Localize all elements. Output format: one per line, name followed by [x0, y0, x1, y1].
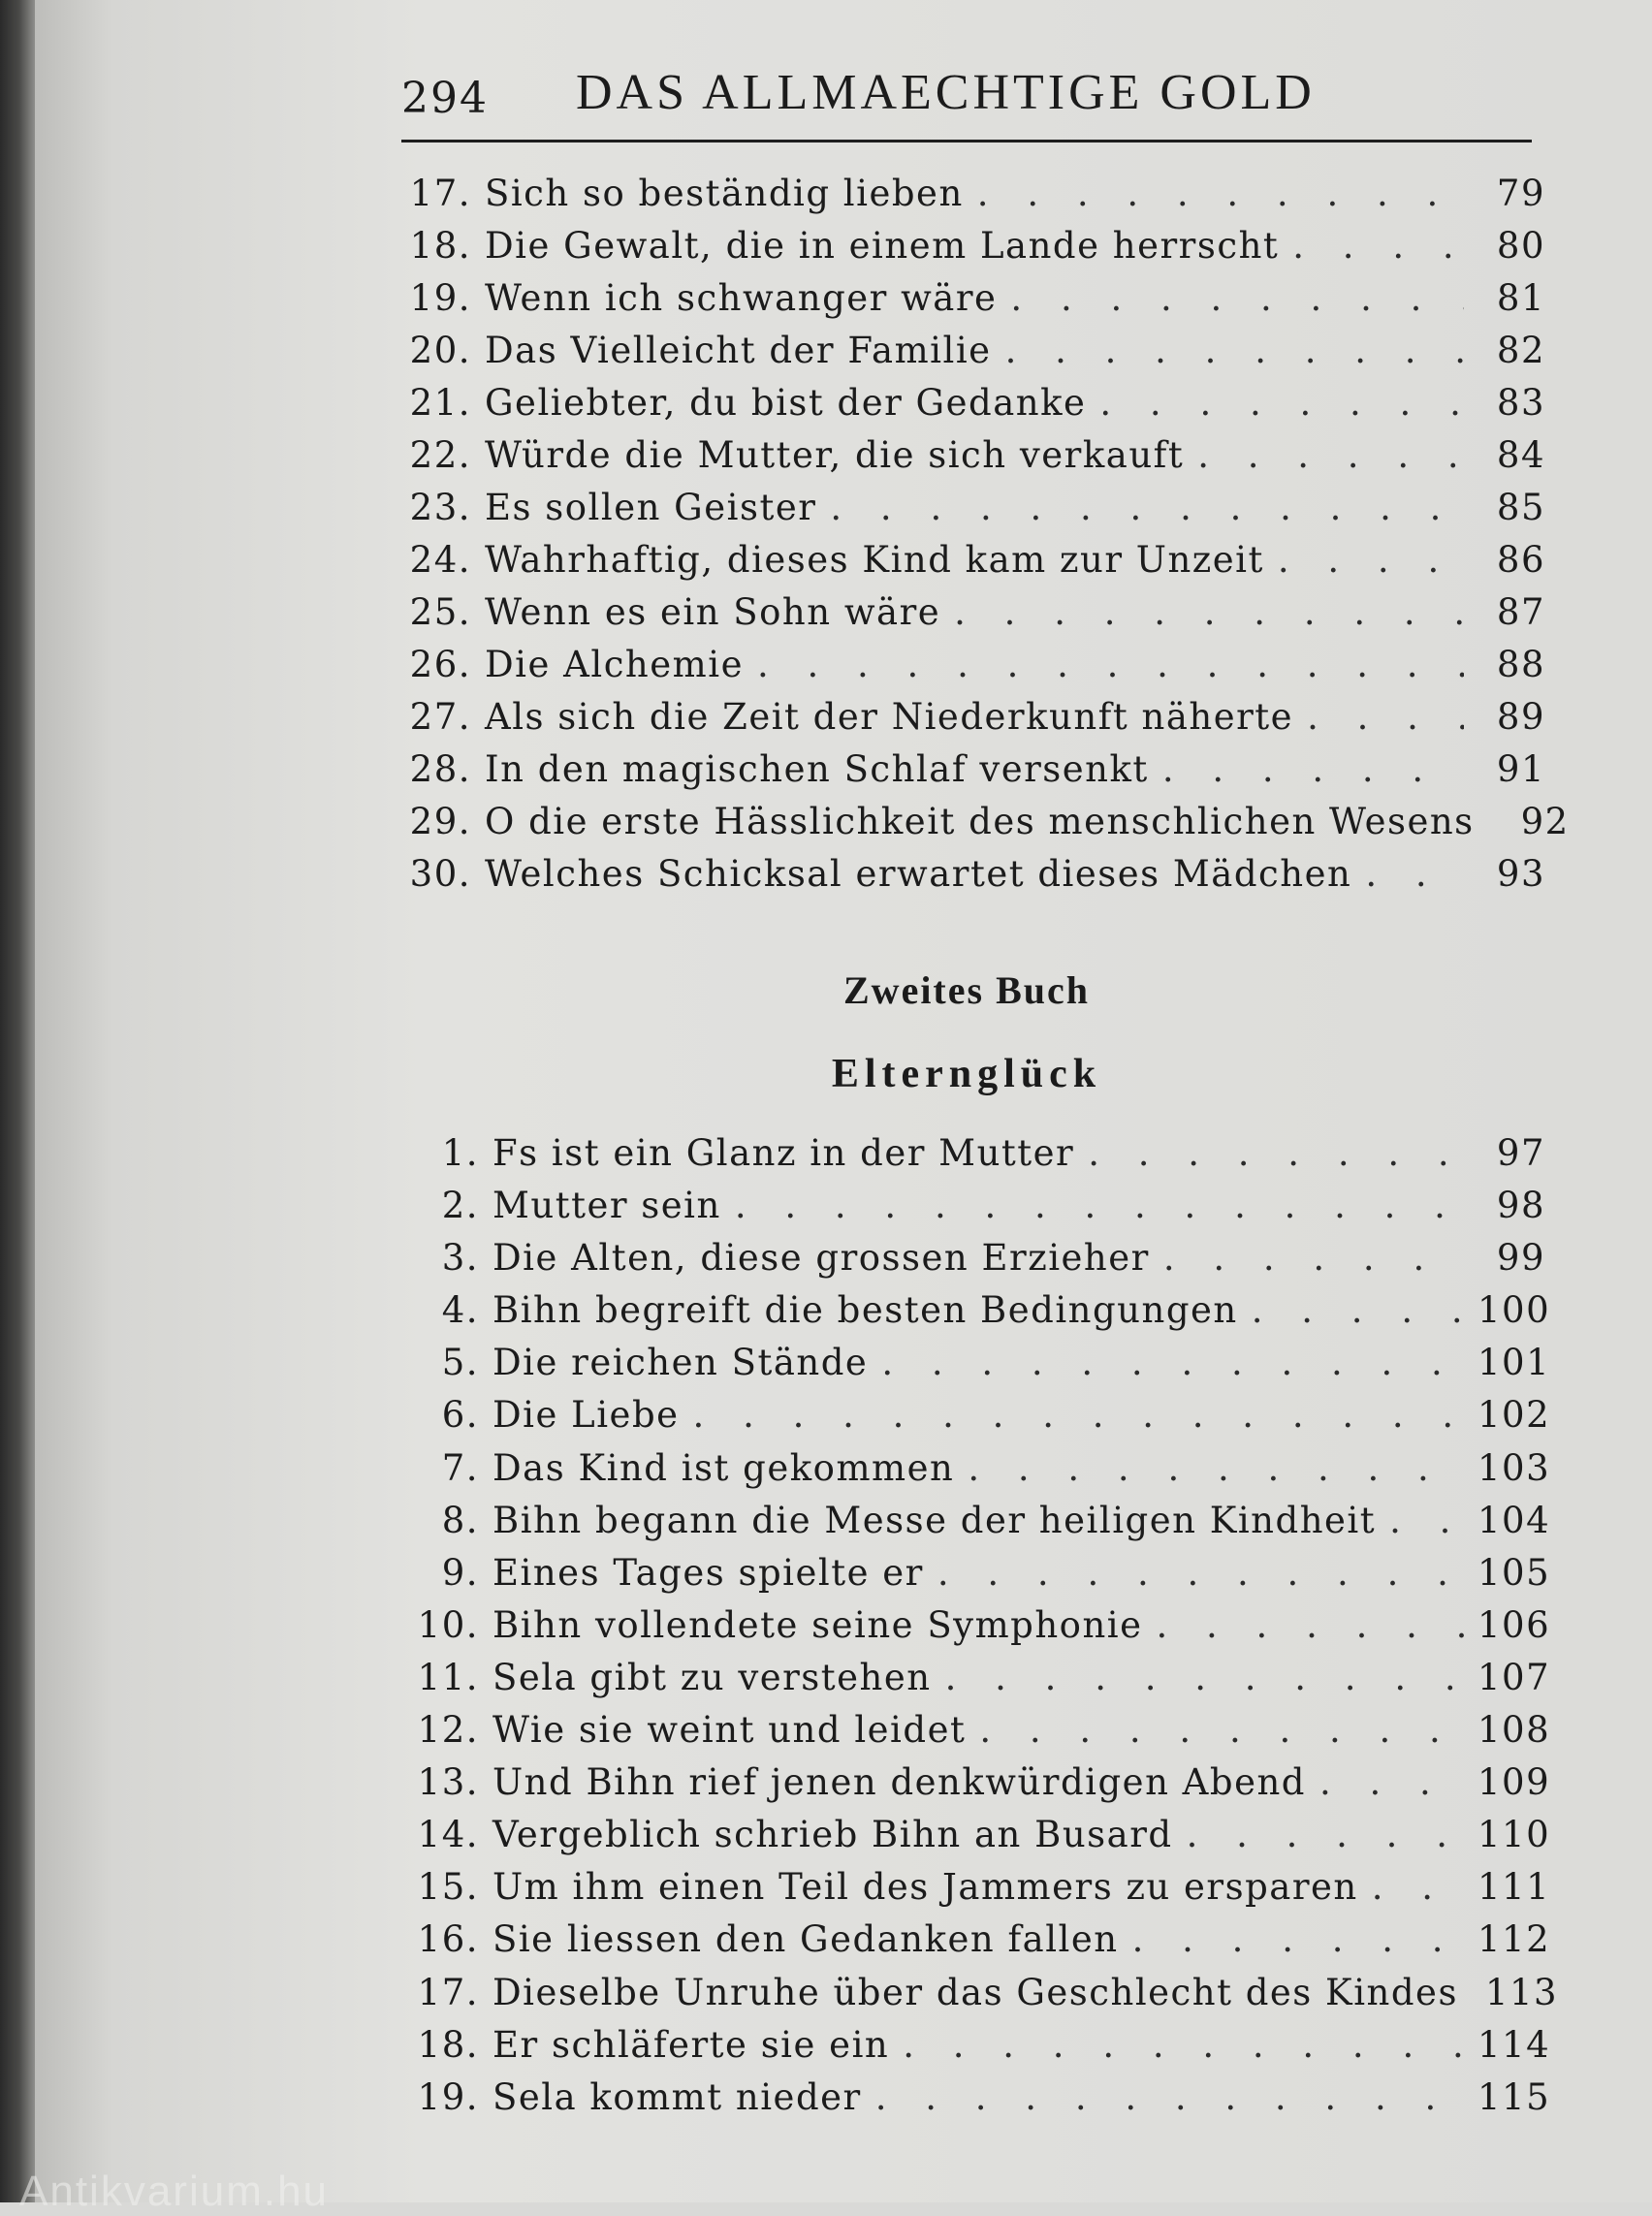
dot-leader — [945, 1657, 1464, 1698]
toc-entry-page: 105 — [1477, 1551, 1551, 1594]
toc-entry — [401, 644, 1545, 696]
dot-leader — [1162, 748, 1464, 790]
dot-leader — [1099, 382, 1464, 424]
dot-leader — [954, 591, 1464, 633]
toc-entry-page: 102 — [1477, 1394, 1551, 1437]
toc-entry — [401, 1814, 1551, 1866]
toc-list-part2 — [401, 1132, 1559, 2129]
toc-entry-page: 83 — [1496, 382, 1545, 424]
dot-leader — [903, 2024, 1464, 2066]
dot-leader — [1252, 1289, 1464, 1331]
toc-entry — [401, 1394, 1551, 1446]
dot-leader — [1187, 1814, 1464, 1855]
toc-entry-page: 106 — [1477, 1603, 1551, 1646]
toc-entry-number: 27. — [409, 696, 471, 738]
toc-entry — [401, 591, 1545, 644]
toc-entry-title: Und Bihn rief jenen denkwürdigen Abend — [492, 1761, 1306, 1804]
toc-entry-page: 99 — [1496, 1237, 1545, 1280]
dot-leader — [1307, 696, 1464, 738]
toc-entry-number: 12. — [417, 1709, 479, 1752]
toc-entry-number: 14. — [417, 1814, 479, 1856]
dot-leader — [1132, 1918, 1464, 1960]
toc-entry-number: 22. — [409, 434, 471, 476]
toc-entry-number: 7. — [441, 1446, 479, 1489]
toc-entry-title: Eines Tages spielte er — [492, 1551, 924, 1594]
toc-entry-page: 98 — [1496, 1185, 1545, 1227]
dot-leader — [1278, 539, 1464, 581]
dot-leader — [875, 2076, 1464, 2118]
toc-entry — [401, 1866, 1551, 1918]
toc-entry-title: Die Alten, diese grossen Erzieher — [492, 1237, 1150, 1280]
toc-entry-page: 100 — [1477, 1289, 1551, 1332]
toc-entry-number: 25. — [409, 591, 471, 633]
dot-leader — [1005, 330, 1464, 371]
toc-entry — [401, 173, 1545, 225]
toc-entry-page: 111 — [1477, 1866, 1551, 1909]
dot-leader — [757, 644, 1464, 685]
dot-leader — [1197, 434, 1464, 476]
toc-entry-page: 97 — [1496, 1132, 1545, 1174]
toc-entry — [401, 1446, 1551, 1500]
toc-entry-number: 17. — [409, 173, 471, 214]
toc-entry-title: Bihn begann die Messe der heiligen Kindheit — [492, 1499, 1377, 1541]
book-title: Elternglück — [831, 1052, 1102, 1096]
toc-entry — [401, 696, 1545, 748]
toc-entry — [401, 1237, 1545, 1289]
toc-entry-title: Sela gibt zu verstehen — [492, 1656, 932, 1698]
dot-leader — [1389, 1500, 1464, 1541]
toc-entry-page: 85 — [1496, 487, 1545, 528]
toc-entry-title: Geliebter, du bist der Gedanke — [485, 382, 1087, 424]
toc-entry-page: 93 — [1496, 853, 1545, 895]
toc-entry-number: 9. — [441, 1551, 479, 1594]
toc-entry-page: 113 — [1484, 1971, 1559, 2013]
dot-leader — [977, 173, 1464, 214]
toc-entry-number: 29. — [409, 801, 471, 842]
toc-entry — [401, 1603, 1551, 1657]
toc-entry-page: 79 — [1496, 173, 1545, 214]
toc-entry-number: 21. — [409, 382, 471, 424]
toc-entry-page: 92 — [1520, 801, 1570, 842]
toc-entry-title: Wahrhaftig, dieses Kind kam zur Unzeit — [485, 539, 1264, 581]
watermark: Antikvarium.hu — [19, 2168, 330, 2215]
toc-entry-title: Fs ist ein Glanz in der Mutter — [492, 1132, 1075, 1174]
toc-entry-title: In den magischen Schlaf versenkt — [485, 748, 1149, 790]
toc-entry — [401, 2023, 1551, 2076]
toc-entry — [401, 1761, 1551, 1814]
toc-entry-title: Das Kind ist gekommen — [492, 1446, 955, 1489]
toc-entry — [401, 1289, 1551, 1342]
toc-entry-number: 5. — [441, 1342, 479, 1384]
dot-leader — [968, 1447, 1464, 1489]
toc-entry — [401, 853, 1545, 905]
toc-entry-title: Sie liessen den Gedanken fallen — [492, 1918, 1119, 1961]
toc-entry-title: Dieselbe Unruhe über das Geschlecht des Kindes — [492, 1971, 1458, 2013]
toc-entry-title: Um ihm einen Teil des Jammers zu ersparen — [492, 1866, 1358, 1909]
dot-leader — [1163, 1237, 1464, 1279]
toc-entry-number: 19. — [417, 2075, 479, 2118]
dot-leader — [1157, 1604, 1464, 1646]
toc-entry-number: 19. — [409, 277, 471, 319]
toc-entry — [401, 382, 1545, 434]
toc-entry-page: 107 — [1477, 1656, 1551, 1698]
toc-entry-page: 82 — [1496, 330, 1545, 371]
toc-entry — [401, 748, 1545, 801]
toc-entry-number: 20. — [409, 330, 471, 371]
toc-entry — [401, 434, 1545, 487]
toc-entry-title: Die Alchemie — [485, 644, 744, 685]
toc-entry-page: 101 — [1477, 1342, 1551, 1384]
toc-entry-title: Wenn ich schwanger wäre — [485, 277, 998, 319]
toc-entry — [401, 1551, 1551, 1604]
toc-entry-title: O die erste Hässlichkeit des menschlichen Wesens — [485, 801, 1475, 842]
toc-entry-page: 91 — [1496, 748, 1545, 790]
book-label: Zweites Buch — [843, 968, 1090, 1012]
toc-entry — [401, 1971, 1559, 2024]
toc-entry-title: Er schläferte sie ein — [492, 2023, 890, 2066]
toc-list-part1 — [401, 173, 1570, 905]
toc-entry-number: 10. — [417, 1603, 479, 1646]
toc-entry-page: 112 — [1477, 1918, 1551, 1961]
toc-entry — [401, 2075, 1551, 2129]
toc-entry-title: Sich so beständig lieben — [485, 173, 964, 214]
book-spine-shadow — [0, 0, 35, 2202]
toc-entry-number: 15. — [417, 1866, 479, 1909]
toc-entry-number: 11. — [417, 1656, 479, 1698]
toc-entry-number: 18. — [409, 225, 471, 267]
toc-entry-page: 88 — [1496, 644, 1545, 685]
dot-leader — [881, 1342, 1464, 1383]
toc-entry-page: 89 — [1496, 696, 1545, 738]
toc-entry — [401, 1656, 1551, 1709]
toc-entry-page: 80 — [1496, 225, 1545, 267]
toc-entry-number: 18. — [417, 2023, 479, 2066]
page-header — [401, 64, 1532, 134]
toc-entry — [401, 1132, 1545, 1185]
toc-entry-page: 110 — [1477, 1814, 1551, 1856]
toc-entry-title: Mutter sein — [492, 1185, 721, 1227]
toc-entry-number: 30. — [409, 853, 471, 895]
toc-entry — [401, 277, 1545, 330]
dot-leader — [1372, 1866, 1464, 1908]
dot-leader — [830, 487, 1464, 528]
toc-entry — [401, 1709, 1551, 1761]
toc-entry — [401, 539, 1545, 591]
toc-entry-number: 24. — [409, 539, 471, 581]
dot-leader — [1010, 277, 1464, 319]
toc-entry-page: 81 — [1496, 277, 1545, 319]
toc-entry-number: 16. — [417, 1918, 479, 1961]
toc-entry — [401, 801, 1570, 853]
dot-leader — [1365, 853, 1464, 895]
toc-entry-title: Wenn es ein Sohn wäre — [485, 591, 941, 633]
toc-entry-title: Die Liebe — [492, 1394, 680, 1437]
toc-entry-title: Wie sie weint und leidet — [492, 1709, 967, 1752]
toc-entry — [401, 1185, 1545, 1237]
toc-entry — [401, 487, 1545, 539]
dot-leader — [735, 1185, 1464, 1226]
toc-entry-number: 4. — [441, 1289, 479, 1332]
dot-leader — [1088, 1132, 1464, 1174]
toc-entry — [401, 1918, 1551, 1971]
toc-entry-page: 87 — [1496, 591, 1545, 633]
dot-leader — [937, 1552, 1464, 1594]
toc-entry-number: 2. — [441, 1185, 479, 1227]
header-rule — [401, 140, 1532, 142]
toc-entry-title: Sela kommt nieder — [492, 2075, 862, 2118]
toc-entry-title: Das Vielleicht der Familie — [485, 330, 992, 371]
toc-entry-number: 26. — [409, 644, 471, 685]
toc-entry — [401, 225, 1545, 277]
toc-entry-page: 115 — [1477, 2075, 1551, 2118]
toc-entry-title: Als sich die Zeit der Niederkunft näherte — [485, 696, 1294, 738]
toc-entry-number: 23. — [409, 487, 471, 528]
toc-entry-number: 3. — [441, 1237, 479, 1280]
toc-entry-title: Es sollen Geister — [485, 487, 817, 528]
toc-entry-page: 114 — [1477, 2023, 1551, 2066]
toc-entry-page: 86 — [1496, 539, 1545, 581]
toc-entry-page: 84 — [1496, 434, 1545, 476]
toc-entry-title: Vergeblich schrieb Bihn an Busard — [492, 1814, 1173, 1856]
toc-entry-title: Bihn begreift die besten Bedingungen — [492, 1289, 1238, 1332]
toc-entry-number: 13. — [417, 1761, 479, 1804]
toc-entry-title: Würde die Mutter, die sich verkauft — [485, 434, 1185, 476]
toc-entry-number: 17. — [417, 1971, 479, 2013]
dot-leader — [1292, 225, 1464, 267]
toc-entry-title: Bihn vollendete seine Symphonie — [492, 1603, 1143, 1646]
toc-entry-title: Die Gewalt, die in einem Lande herrscht — [485, 225, 1280, 267]
toc-entry-page: 109 — [1477, 1761, 1551, 1804]
toc-entry — [401, 1342, 1551, 1394]
toc-entry-title: Welches Schicksal erwartet dieses Mädchen — [485, 853, 1352, 895]
dot-leader — [693, 1394, 1464, 1436]
toc-entry-title: Die reichen Stände — [492, 1342, 869, 1384]
dot-leader — [1319, 1761, 1464, 1803]
toc-entry-page: 103 — [1477, 1446, 1551, 1489]
toc-entry-number: 28. — [409, 748, 471, 790]
toc-entry-page: 104 — [1477, 1499, 1551, 1541]
toc-entry-page: 108 — [1477, 1709, 1551, 1752]
toc-entry-number: 6. — [441, 1394, 479, 1437]
toc-entry — [401, 330, 1545, 382]
page-number: 294 — [401, 74, 489, 123]
toc-entry — [401, 1499, 1551, 1552]
running-title: DAS ALLMAECHTIGE GOLD — [576, 65, 1316, 120]
dot-leader — [979, 1709, 1464, 1751]
toc-entry-number: 1. — [441, 1132, 479, 1174]
toc-entry-number: 8. — [441, 1499, 479, 1541]
